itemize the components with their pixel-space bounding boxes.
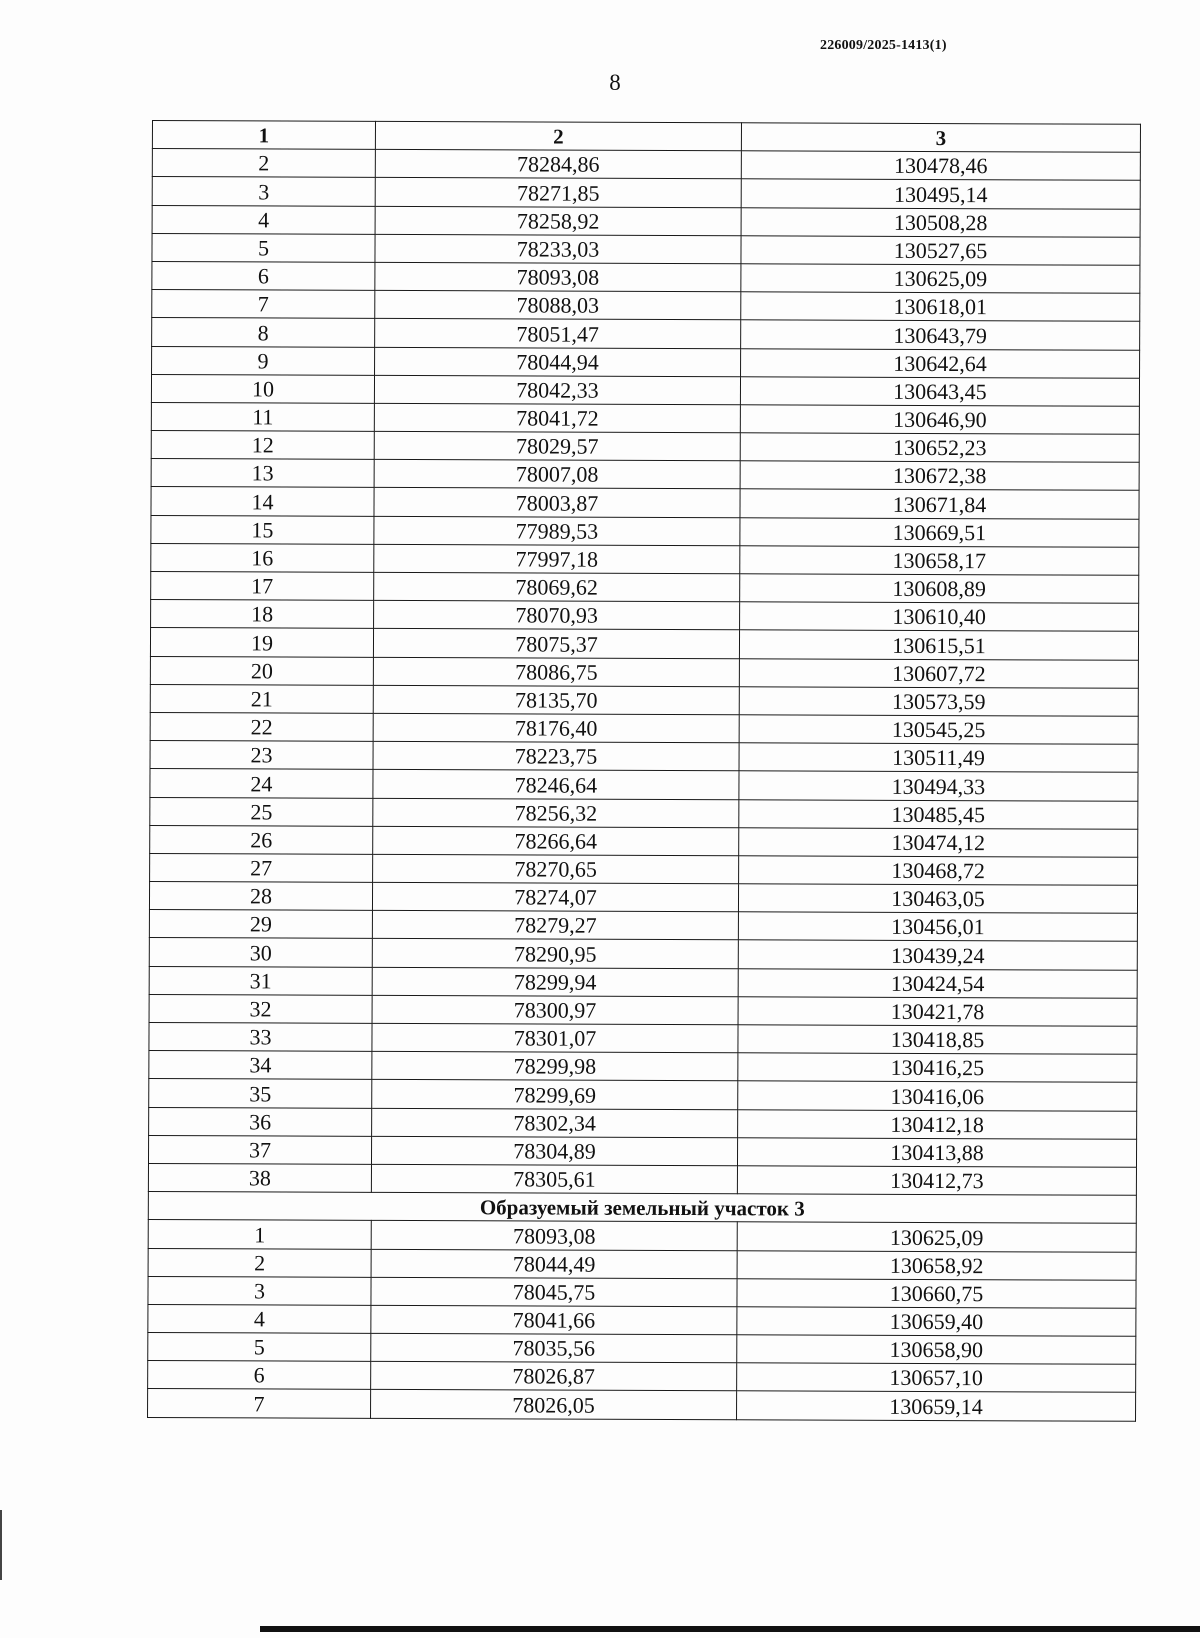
point-number-cell: 7 [148,1389,371,1418]
point-number-cell: 38 [148,1163,371,1192]
x-coordinate-cell: 78266,64 [373,826,739,856]
point-number-cell: 18 [151,600,374,629]
point-number-cell: 11 [151,402,374,431]
x-coordinate-cell: 78301,07 [372,1023,738,1053]
y-coordinate-cell: 130495,14 [741,179,1140,209]
point-number-cell: 2 [152,149,375,178]
y-coordinate-cell: 130669,51 [740,517,1139,547]
document-number: 226009/2025-1413(1) [820,38,947,53]
y-coordinate-cell: 130642,64 [741,348,1140,378]
table-row [152,149,1140,181]
table-row [149,938,1137,970]
point-number-cell: 22 [150,712,373,741]
point-number-cell: 30 [149,938,372,967]
y-coordinate-cell: 130618,01 [741,292,1140,322]
table-row [150,656,1138,688]
point-number-cell: 35 [149,1079,372,1108]
point-number-cell: 12 [151,431,374,460]
table-row [148,1163,1136,1195]
point-number-cell: 15 [151,515,374,544]
table-row [150,797,1138,829]
point-number-cell: 31 [149,966,372,995]
point-number-cell: 26 [150,825,373,854]
point-number-cell: 24 [150,769,373,798]
y-coordinate-cell: 130412,73 [737,1166,1136,1196]
x-coordinate-cell: 78007,08 [374,460,740,490]
table-row [148,1304,1136,1336]
x-coordinate-cell: 78305,61 [371,1164,737,1194]
y-coordinate-cell: 130456,01 [738,912,1137,942]
table-row [151,543,1139,575]
table-row [151,571,1139,603]
table-row [149,882,1137,914]
x-coordinate-cell: 78258,92 [375,206,741,236]
scan-edge-mark [0,1510,2,1580]
x-coordinate-cell: 78233,03 [375,234,741,264]
table-row [152,233,1140,265]
y-coordinate-cell: 130494,33 [739,771,1138,801]
x-coordinate-cell: 78075,37 [373,629,739,659]
table-row [148,1389,1136,1421]
x-coordinate-cell: 78176,40 [373,713,739,743]
y-coordinate-cell: 130610,40 [740,602,1139,632]
table-row [151,600,1139,632]
coordinates-table [147,120,1141,1421]
table-row [148,1220,1136,1252]
scan-bottom-bar [260,1626,1200,1632]
y-coordinate-cell: 130545,25 [739,715,1138,745]
y-coordinate-cell: 130439,24 [738,940,1137,970]
y-coordinate-cell: 130424,54 [738,968,1137,998]
point-number-cell: 27 [150,853,373,882]
y-coordinate-cell: 130573,59 [739,687,1138,717]
table-row [152,290,1140,322]
table-row [152,346,1140,378]
y-coordinate-cell: 130413,88 [737,1138,1136,1168]
point-number-cell: 3 [152,177,375,206]
point-number-cell: 16 [151,543,374,572]
point-number-cell: 7 [152,290,375,319]
column-header: 1 [152,121,375,150]
table-body-part1 [148,149,1140,1196]
x-coordinate-cell: 78299,94 [372,967,738,997]
table-body-part2 [148,1220,1137,1421]
table-row [149,1079,1137,1111]
y-coordinate-cell: 130643,45 [740,376,1139,406]
x-coordinate-cell: 78041,66 [371,1305,737,1335]
point-number-cell: 34 [149,1051,372,1080]
point-number-cell: 1 [148,1220,371,1249]
table-row [149,1022,1137,1054]
section-header-row [148,1192,1136,1224]
x-coordinate-cell: 78051,47 [375,319,741,349]
point-number-cell: 3 [148,1276,371,1305]
x-coordinate-cell: 78284,86 [375,150,741,180]
y-coordinate-cell: 130646,90 [740,405,1139,435]
y-coordinate-cell: 130660,75 [737,1278,1136,1308]
point-number-cell: 36 [149,1107,372,1136]
point-number-cell: 2 [148,1248,371,1277]
point-number-cell: 4 [152,205,375,234]
x-coordinate-cell: 78302,34 [372,1108,738,1138]
x-coordinate-cell: 78135,70 [373,685,739,715]
y-coordinate-cell: 130658,17 [740,546,1139,576]
y-coordinate-cell: 130625,09 [741,264,1140,294]
table-row [151,431,1139,463]
table-row [148,1248,1136,1280]
x-coordinate-cell: 78035,56 [371,1333,737,1363]
y-coordinate-cell: 130421,78 [738,997,1137,1027]
x-coordinate-cell: 78270,65 [373,854,739,884]
y-coordinate-cell: 130671,84 [740,489,1139,519]
table-row [151,402,1139,434]
point-number-cell: 37 [148,1135,371,1164]
y-coordinate-cell: 130652,23 [740,433,1139,463]
table-row [148,1361,1136,1393]
x-coordinate-cell: 78300,97 [372,995,738,1025]
table-row [149,1107,1137,1139]
y-coordinate-cell: 130468,72 [739,856,1138,886]
y-coordinate-cell: 130508,28 [741,207,1140,237]
point-number-cell: 19 [150,628,373,657]
x-coordinate-cell: 78299,69 [372,1080,738,1110]
table-row [150,825,1138,857]
y-coordinate-cell: 130672,38 [740,461,1139,491]
point-number-cell: 6 [152,261,375,290]
table-section [148,1192,1136,1224]
point-number-cell: 10 [151,374,374,403]
table-row [151,374,1139,406]
y-coordinate-cell: 130416,06 [738,1081,1137,1111]
page-number: 8 [609,70,621,95]
x-coordinate-cell: 78041,72 [374,403,740,433]
x-coordinate-cell: 78299,98 [372,1052,738,1082]
y-coordinate-cell: 130608,89 [740,574,1139,604]
point-number-cell: 21 [150,684,373,713]
point-number-cell: 28 [149,882,372,911]
y-coordinate-cell: 130511,49 [739,743,1138,773]
point-number-cell: 23 [150,741,373,770]
x-coordinate-cell: 78070,93 [374,601,740,631]
point-number-cell: 5 [148,1333,371,1362]
x-coordinate-cell: 78093,08 [375,262,741,292]
y-coordinate-cell: 130643,79 [741,320,1140,350]
y-coordinate-cell: 130615,51 [739,630,1138,660]
table-row [148,1276,1136,1308]
y-coordinate-cell: 130478,46 [741,151,1140,181]
point-number-cell: 6 [148,1361,371,1390]
x-coordinate-cell: 78246,64 [373,770,739,800]
y-coordinate-cell: 130485,45 [739,799,1138,829]
x-coordinate-cell: 78069,62 [374,572,740,602]
table-row [149,994,1137,1026]
x-coordinate-cell: 78274,07 [372,882,738,912]
y-coordinate-cell: 130659,40 [737,1307,1136,1337]
table-row [149,1051,1137,1083]
x-coordinate-cell: 78044,49 [371,1249,737,1279]
y-coordinate-cell: 130416,25 [738,1053,1137,1083]
y-coordinate-cell: 130607,72 [739,658,1138,688]
x-coordinate-cell: 77997,18 [374,544,740,574]
x-coordinate-cell: 78088,03 [375,290,741,320]
x-coordinate-cell: 78279,27 [372,911,738,941]
x-coordinate-cell: 78256,32 [373,798,739,828]
y-coordinate-cell: 130412,18 [738,1109,1137,1139]
table-row [152,318,1140,350]
x-coordinate-cell: 78044,94 [375,347,741,377]
y-coordinate-cell: 130418,85 [738,1025,1137,1055]
table-row [150,684,1138,716]
y-coordinate-cell: 130658,92 [737,1250,1136,1280]
y-coordinate-cell: 130658,90 [737,1335,1136,1365]
point-number-cell: 4 [148,1304,371,1333]
table-row [151,487,1139,519]
x-coordinate-cell: 77989,53 [374,516,740,546]
x-coordinate-cell: 78290,95 [372,939,738,969]
table-row [152,261,1140,293]
table-row [152,205,1140,237]
table-row [152,177,1140,209]
point-number-cell: 29 [149,910,372,939]
point-number-cell: 5 [152,233,375,262]
table-row [148,1135,1136,1167]
table-row [151,515,1139,547]
table-row [151,459,1139,491]
column-header: 2 [375,121,741,151]
x-coordinate-cell: 78304,89 [371,1136,737,1166]
y-coordinate-cell: 130657,10 [737,1363,1136,1393]
point-number-cell: 13 [151,459,374,488]
table-row [149,966,1137,998]
table-row [150,741,1138,773]
table-row [149,910,1137,942]
table-header-row [152,121,1140,153]
point-number-cell: 25 [150,797,373,826]
table-row [150,712,1138,744]
x-coordinate-cell: 78042,33 [374,375,740,405]
x-coordinate-cell: 78093,08 [371,1221,737,1251]
point-number-cell: 20 [150,656,373,685]
column-header: 3 [741,123,1140,153]
x-coordinate-cell: 78045,75 [371,1277,737,1307]
point-number-cell: 8 [152,318,375,347]
y-coordinate-cell: 130474,12 [739,827,1138,857]
x-coordinate-cell: 78029,57 [374,431,740,461]
table-row [148,1333,1136,1365]
table-row [150,628,1138,660]
point-number-cell: 14 [151,487,374,516]
y-coordinate-cell: 130659,14 [737,1391,1136,1421]
y-coordinate-cell: 130463,05 [738,884,1137,914]
x-coordinate-cell: 78086,75 [373,657,739,687]
table-row [150,769,1138,801]
table-row [150,853,1138,885]
x-coordinate-cell: 78026,87 [371,1362,737,1392]
section-title: Образуемый земельный участок 3 [148,1192,1136,1224]
x-coordinate-cell: 78003,87 [374,488,740,518]
point-number-cell: 9 [152,346,375,375]
y-coordinate-cell: 130527,65 [741,236,1140,266]
point-number-cell: 33 [149,1022,372,1051]
point-number-cell: 17 [151,571,374,600]
x-coordinate-cell: 78026,05 [371,1390,737,1420]
x-coordinate-cell: 78271,85 [375,178,741,208]
y-coordinate-cell: 130625,09 [737,1222,1136,1252]
x-coordinate-cell: 78223,75 [373,741,739,771]
point-number-cell: 32 [149,994,372,1023]
